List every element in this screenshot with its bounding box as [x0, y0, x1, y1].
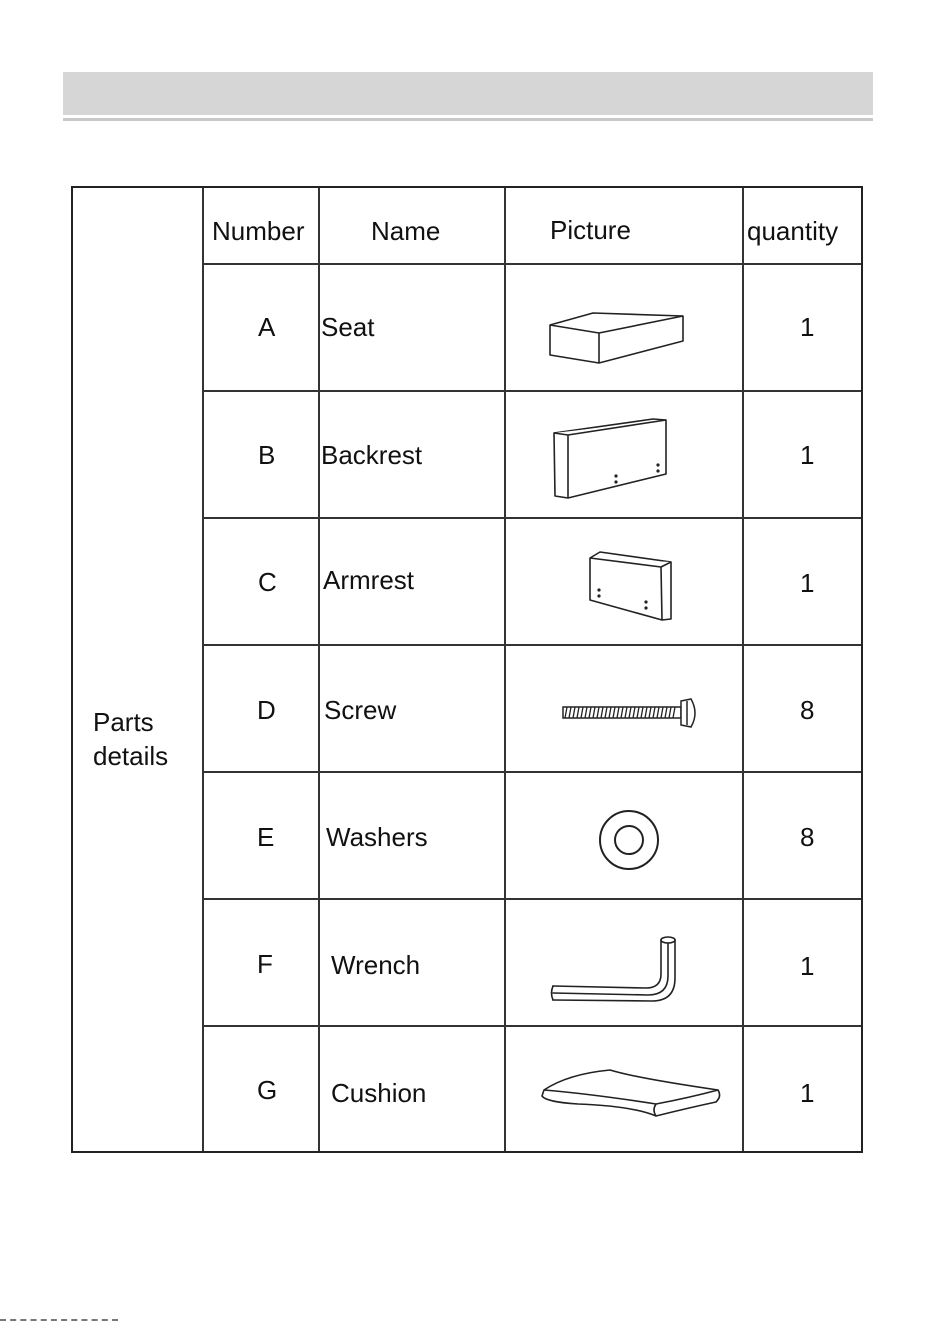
- header-divider: [63, 118, 873, 121]
- table-divider: [202, 188, 204, 1151]
- part-name: Seat: [321, 312, 375, 342]
- column-header-picture: Picture: [550, 215, 631, 245]
- table-divider: [204, 898, 861, 900]
- part-name: Washers: [326, 822, 428, 852]
- part-quantity: 1: [800, 951, 815, 981]
- seat-block-icon: [547, 306, 687, 366]
- page-edge-mark: [0, 1319, 118, 1323]
- table-divider: [204, 517, 861, 519]
- column-header-quantity: quantity: [747, 216, 839, 246]
- part-quantity: 1: [800, 568, 815, 598]
- part-name: Cushion: [331, 1078, 427, 1108]
- table-divider: [204, 771, 861, 773]
- header-bar: [63, 72, 873, 115]
- part-number: G: [257, 1075, 278, 1105]
- part-quantity: 1: [800, 312, 815, 342]
- table-divider: [318, 188, 320, 1151]
- table-divider: [204, 1025, 861, 1027]
- cushion-icon: [538, 1066, 724, 1120]
- part-number: B: [258, 440, 276, 470]
- part-number: D: [257, 695, 276, 725]
- table-divider: [742, 188, 744, 1151]
- section-label-line: details: [93, 741, 169, 771]
- part-quantity: 1: [800, 1078, 815, 1108]
- backrest-panel-icon: [552, 416, 672, 504]
- part-quantity: 8: [800, 822, 815, 852]
- part-name: Armrest: [323, 565, 414, 595]
- allen-wrench-icon: [548, 934, 680, 1004]
- part-name: Wrench: [331, 950, 421, 980]
- washer-icon: [597, 808, 661, 872]
- parts-table: [71, 186, 863, 1153]
- part-number: A: [258, 312, 276, 342]
- table-divider: [204, 644, 861, 646]
- part-number: E: [257, 822, 275, 852]
- section-label: [93, 705, 168, 773]
- part-number: C: [258, 567, 277, 597]
- part-quantity: 1: [800, 440, 815, 470]
- part-name: Backrest: [321, 440, 423, 470]
- table-divider: [204, 390, 861, 392]
- column-header-number: Number: [212, 216, 305, 246]
- part-name: Screw: [324, 695, 397, 725]
- table-divider: [504, 188, 506, 1151]
- armrest-panel-icon: [587, 549, 675, 621]
- column-header-name: Name: [371, 216, 441, 246]
- part-number: F: [257, 949, 273, 979]
- section-label-line: Parts: [93, 707, 154, 737]
- table-divider: [204, 263, 861, 265]
- part-quantity: 8: [800, 695, 815, 725]
- screw-icon: [561, 695, 701, 731]
